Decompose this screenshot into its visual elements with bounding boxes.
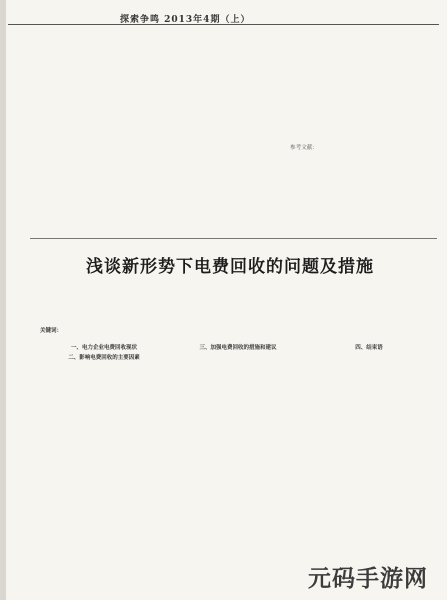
config-line bbox=[36, 66, 168, 75]
page-binding-edge bbox=[0, 0, 6, 600]
references-title: 参考文献： bbox=[290, 144, 318, 151]
reference-item bbox=[290, 153, 438, 162]
config-line bbox=[36, 112, 168, 121]
text-line bbox=[290, 130, 438, 139]
config-column-1 bbox=[36, 38, 168, 222]
text-line bbox=[290, 112, 438, 121]
config-column-2 bbox=[168, 38, 288, 222]
text-line bbox=[290, 38, 438, 47]
config-line bbox=[36, 75, 168, 84]
section-heading: 四、结束语 bbox=[355, 345, 383, 351]
config-line bbox=[36, 176, 168, 185]
config-line bbox=[168, 167, 288, 176]
site-watermark: 元码手游网 bbox=[308, 566, 428, 592]
section-heading: 一、电力企业电费回收现状 bbox=[70, 345, 137, 351]
config-line bbox=[168, 213, 288, 222]
config-line bbox=[168, 47, 288, 56]
config-line bbox=[36, 148, 168, 157]
config-line bbox=[36, 47, 168, 56]
config-line bbox=[168, 194, 288, 203]
config-line bbox=[168, 38, 288, 47]
reference-item bbox=[290, 180, 438, 189]
text-line bbox=[290, 75, 438, 84]
section-heading: 三、加强电费回收的措施和建议 bbox=[199, 345, 277, 351]
journal-header: 探索争鸣 2013年4期（上） bbox=[120, 15, 251, 25]
article-title: 浅谈新形势下电费回收的问题及措施 bbox=[86, 257, 374, 277]
config-line bbox=[36, 185, 168, 194]
config-line bbox=[36, 157, 168, 166]
config-line bbox=[168, 157, 288, 166]
config-line bbox=[36, 167, 168, 176]
config-line bbox=[168, 102, 288, 111]
config-line bbox=[36, 56, 168, 65]
header-rule bbox=[8, 24, 439, 25]
text-line bbox=[290, 84, 438, 93]
config-line bbox=[168, 203, 288, 212]
config-line bbox=[168, 93, 288, 102]
config-line bbox=[36, 102, 168, 111]
config-line bbox=[36, 130, 168, 139]
config-line bbox=[36, 203, 168, 212]
config-line bbox=[168, 84, 288, 93]
config-line bbox=[36, 213, 168, 222]
reference-item bbox=[290, 171, 438, 180]
config-line bbox=[36, 38, 168, 47]
body-column-2 bbox=[174, 343, 302, 354]
text-line bbox=[290, 56, 438, 65]
config-line bbox=[36, 93, 168, 102]
text-line bbox=[290, 93, 438, 102]
config-line bbox=[168, 185, 288, 194]
config-line bbox=[36, 84, 168, 93]
config-line bbox=[168, 139, 288, 148]
text-line bbox=[290, 47, 438, 56]
reference-item bbox=[290, 162, 438, 171]
config-line bbox=[168, 148, 288, 157]
config-line bbox=[168, 112, 288, 121]
body-column-1 bbox=[40, 343, 168, 363]
config-line bbox=[168, 56, 288, 65]
config-line bbox=[36, 194, 168, 203]
body-column-3 bbox=[305, 343, 433, 354]
right-text-column bbox=[290, 38, 438, 190]
config-line bbox=[168, 75, 288, 84]
config-line bbox=[168, 130, 288, 139]
section-heading: 二、影响电费回收的主要因素 bbox=[68, 354, 140, 361]
keywords-label: 关键词： bbox=[40, 328, 63, 334]
text-line bbox=[290, 66, 438, 75]
config-line bbox=[36, 139, 168, 148]
text-line bbox=[290, 121, 438, 130]
config-line bbox=[168, 176, 288, 185]
config-line bbox=[36, 121, 168, 130]
section-rule bbox=[30, 238, 437, 239]
config-line bbox=[168, 66, 288, 75]
config-line bbox=[168, 121, 288, 130]
text-line bbox=[290, 102, 438, 111]
keywords-line bbox=[40, 326, 430, 334]
